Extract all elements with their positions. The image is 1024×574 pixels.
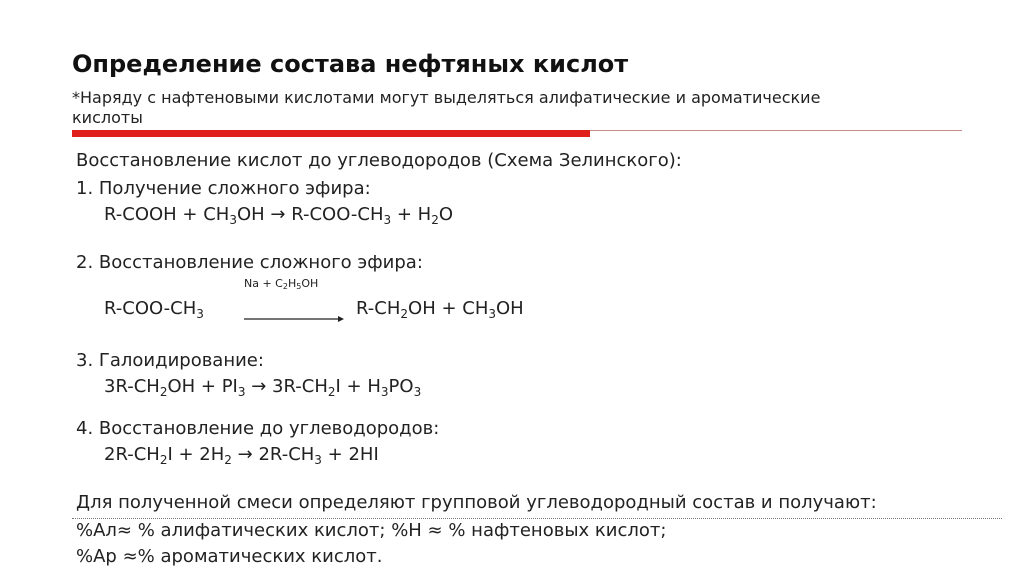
conclusion-line-2: %Ал≈ % алифатических кислот; %Н ≈ % нафтеновых кислот; <box>76 520 667 541</box>
step2-reagent: $Na + C_2H_5OH$ <box>244 277 319 291</box>
step3-title: 3. Галоидирование: <box>76 350 264 371</box>
step2-reactant: $R-COO-CH_3$ <box>104 298 204 321</box>
conclusion-line-3: %Ар ≈% ароматических кислот. <box>76 546 383 567</box>
intro-text: Восстановление кислот до углеводородов (Схема Зелинского): <box>76 150 682 171</box>
slide-title: Определение состава нефтяных кислот <box>72 50 629 78</box>
step3-equation: $3R-CH_2OH + PI_3 \to 3R-CH_2I + H_3PO_3$ <box>104 376 422 399</box>
step4-title: 4. Восстановление до углеводородов: <box>76 418 440 439</box>
step1-equation: R-COOH + $CH_3OH \to R-COO-CH_3 + H_2O$ <box>104 204 454 227</box>
divider-accent <box>72 130 590 137</box>
long-arrow-icon <box>244 314 344 324</box>
conclusion-line-1: Для полученной смеси определяют групповой углеводородный состав и получают: <box>76 492 877 513</box>
note-line-1: *Наряду с нафтеновыми кислотами могут выделяться алифатические и ароматические <box>72 88 821 107</box>
step2-title: 2. Восстановление сложного эфира: <box>76 252 423 273</box>
note-line-2: кислоты <box>72 108 143 127</box>
step1-title: 1. Получение сложного эфира: <box>76 178 371 199</box>
step2-products: $R-CH_2OH + CH_3OH$ <box>356 298 524 321</box>
step4-equation: $2R-CH_2I + 2H_2 \to 2R-CH_3 + 2HI$ <box>104 444 379 467</box>
note <box>72 88 972 128</box>
dotted-divider <box>72 518 1002 519</box>
